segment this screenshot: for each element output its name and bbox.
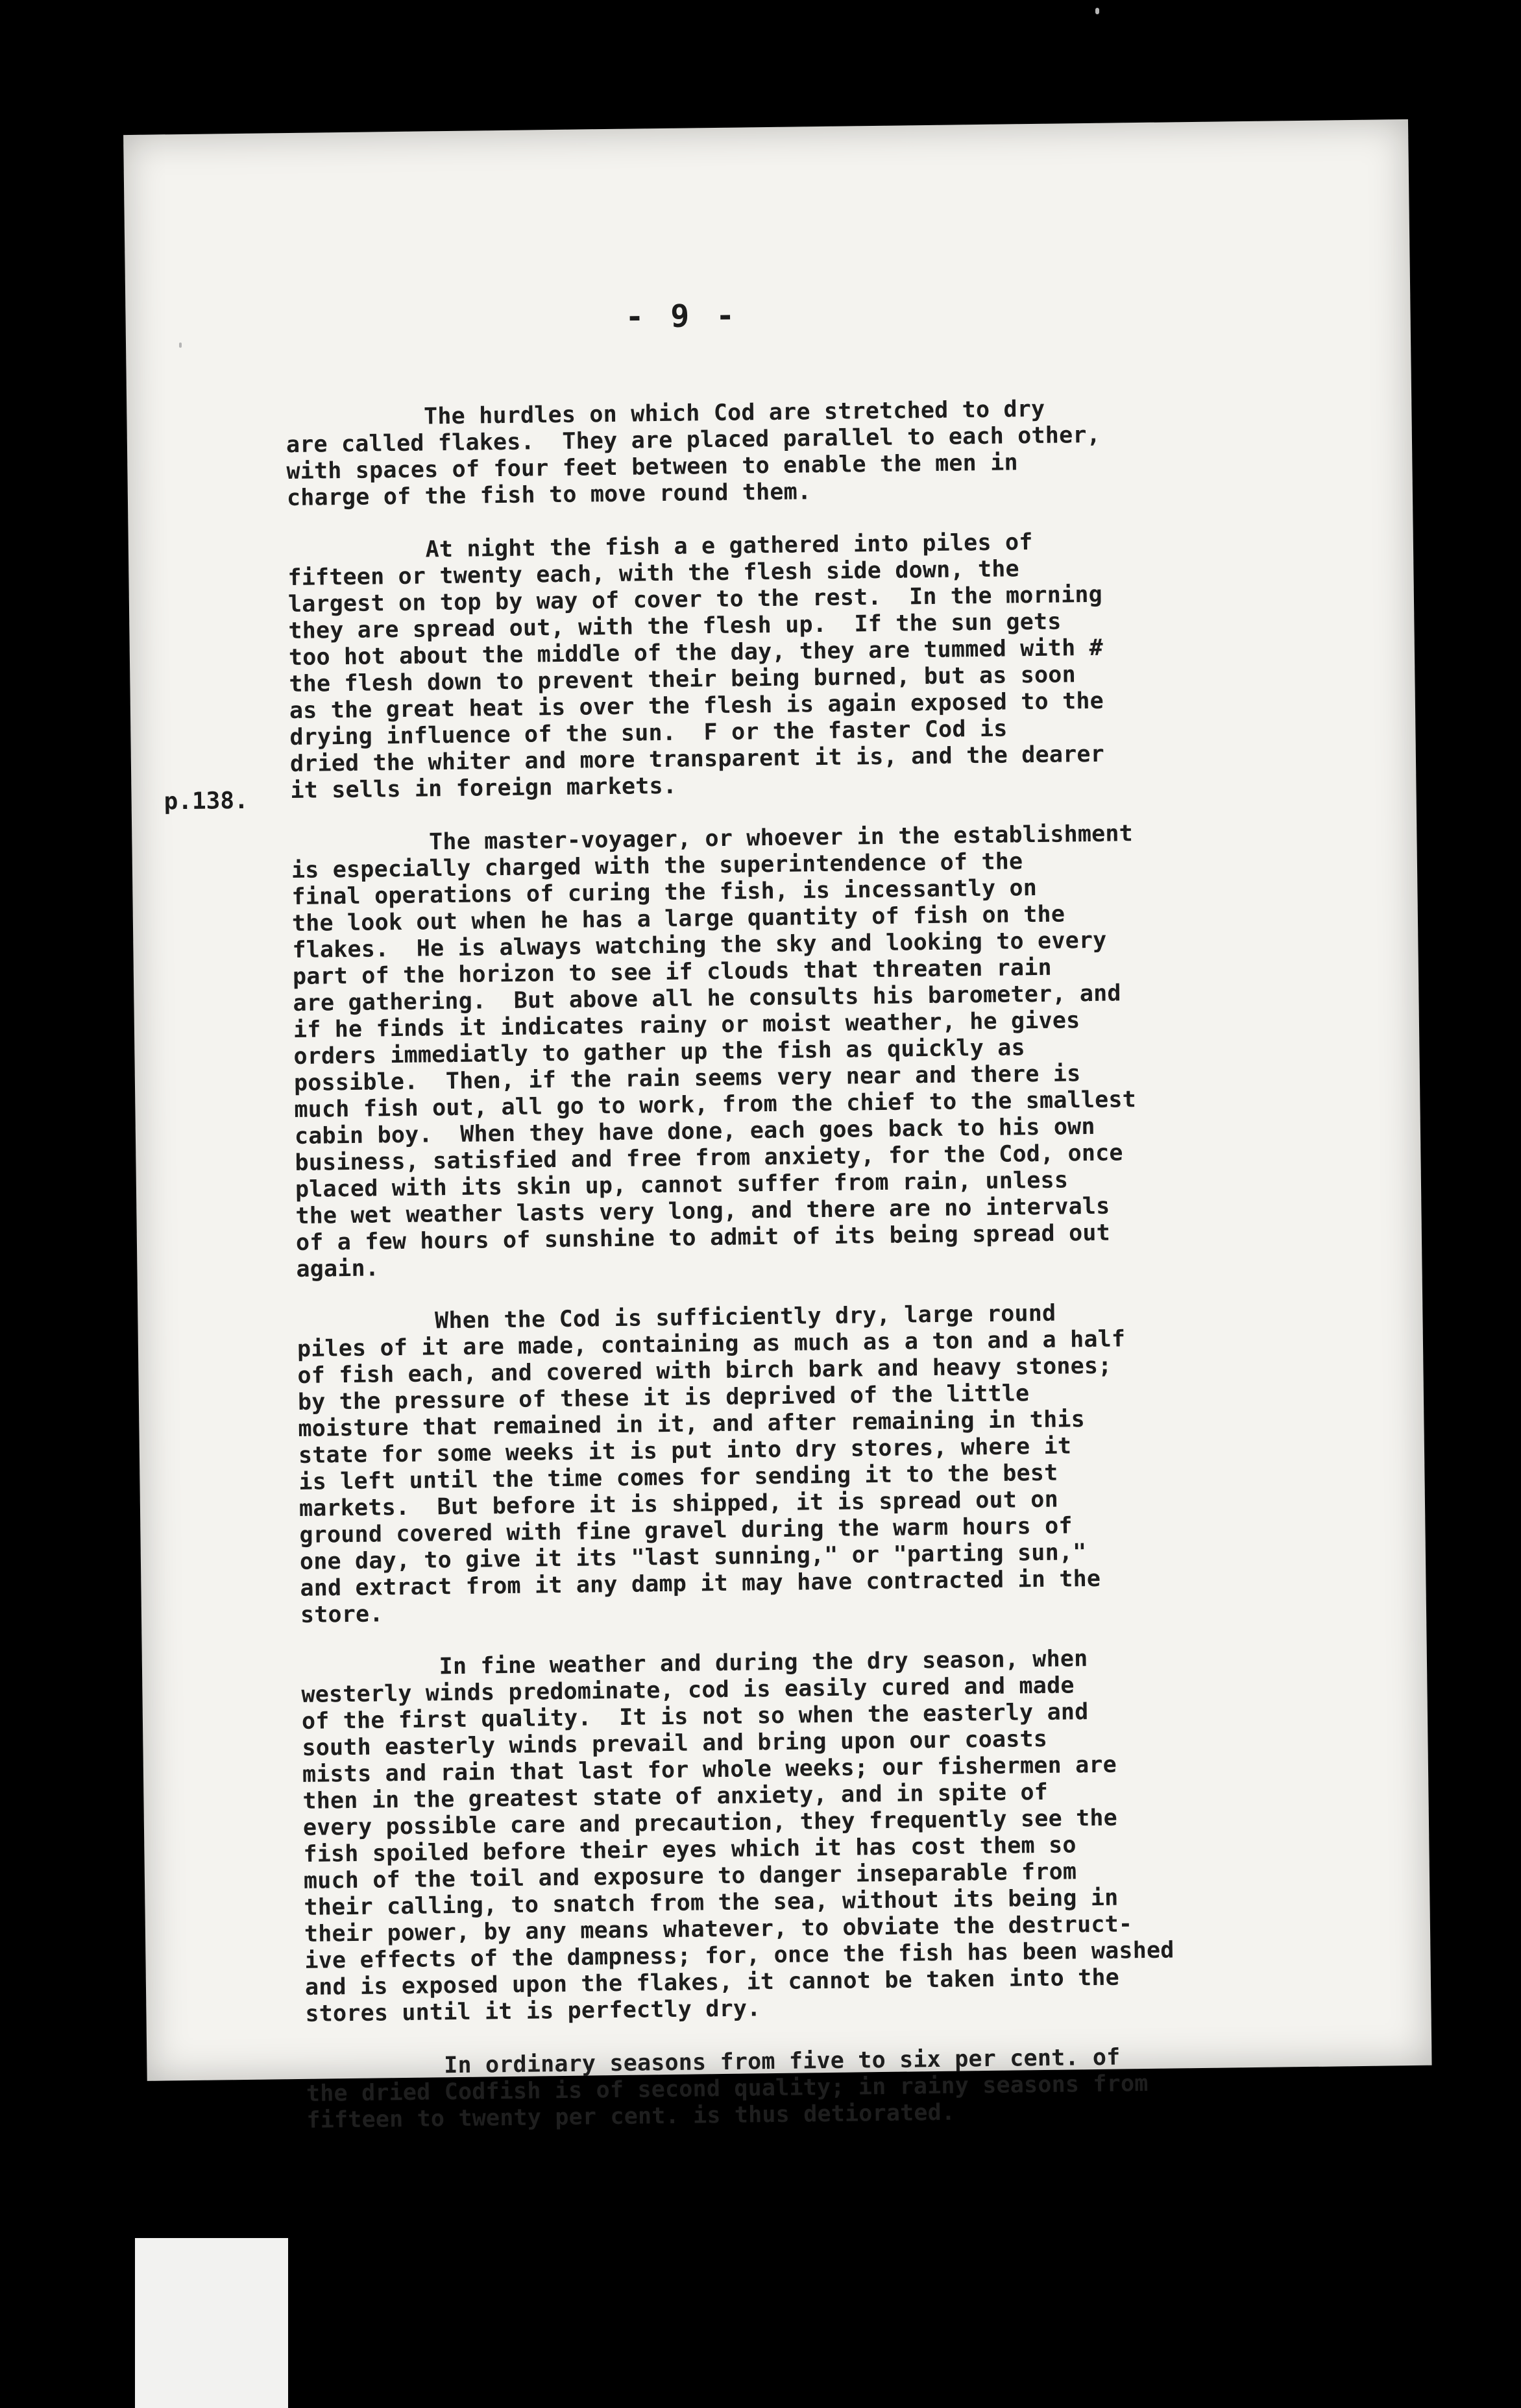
paragraph-weather: In fine weather and during the dry season, when westerly winds predominate, cod is easily cured and made of the first quality. It is not so when the easterly and south easterly winds prevail and bring upon our coasts mists and rain that last for whole weeks; our fishermen are then in the greatest state of anxiety, and in spite of every possible care and precaution, they frequently see the fish spoiled before their eyes which it has cost them so much of the toil and exposure to danger inseparable from their calling, to snatch from the sea, without its being in their power, by any means whatever, to obviate the destruct- ive effects of the dampness; for, once the fish has been washed and is exposed upon the flakes, it cannot be taken into the stores until it is perfectly dry. — [300, 1646, 1174, 2027]
margin-note: p.138. — [164, 787, 249, 815]
paragraph-quality: In ordinary seasons from five to six per cent. of the dried Codfish is of second quality; in rainy seasons from fifteen to twenty per cent. is thus detiorated. — [306, 2044, 1149, 2134]
document-page — [123, 119, 1432, 2134]
paragraph-master-voyager: The master-voyager, or whoever in the establishment is especially charged with the superintendence of the final operations of curing the fish, is incessantly on the look out when he has a large quantity of fish on the flakes. He is always watching the sky and looking to every part of the horizon to see if clouds that threaten rain are gathering. But above all he consults his barometer, and if he finds it indicates rainy or moist weather, he gives orders immediatly to gather up the fish as quickly as possible. Then, if the rain seems very near and there is much fish out, all go to work, from the chief to the smallest cabin boy. When they have done, each goes back to his own business, satisfied and free from anxiety, for the Cod, once placed with its skin up, cannot suffer from rain, unless the wet weather lasts very long, and there are no intervals of a few hours of sunshine to admit of its being spread out again. — [291, 821, 1137, 1282]
scan-tab-card — [135, 2238, 288, 2408]
paragraph-flakes: The hurdles on which Cod are stretched to dry are called flakes. They are placed parallel to each other, with spaces of four feet between to enable the men in charge of the fish to move round them. — [286, 396, 1101, 512]
scan-speck — [179, 343, 182, 348]
scan-speck — [1095, 8, 1099, 14]
paragraph-dry-piles: When the Cod is sufficiently dry, large round piles of it are made, containing as much as a ton and a half of fish each, and covered with birch bark and heavy stones; by the pressure of these it is deprived of the little moisture that remained in it, and after remaining in this state for some weeks it is put into dry stores, where it is left until the time comes for sending it to the best markets. But before it is shipped, it is spread out on ground covered with fine gravel during the warm hours of one day, to give it its "last sunning," or "parting sun," and extract from it any damp it may have contracted in the store. — [297, 1300, 1126, 1628]
paragraph-night-piles: At night the fish a e gathered into piles of fifteen or twenty each, with the flesh side down, the largest on top by way of cover to the rest. In the morning they are spread out, with the flesh up. If the sun gets too hot about the middle of the day, they are tummed with # the flesh down to prevent their being burned, but as soon as the great heat is over the flesh is again exposed to the drying influence of the sun. F or the faster Cod is dried the whiter and more transparent it is, and the dearer it sells in foreign markets. — [287, 529, 1105, 804]
body-text — [286, 393, 1325, 2134]
page-number: - 9 - — [625, 297, 739, 335]
